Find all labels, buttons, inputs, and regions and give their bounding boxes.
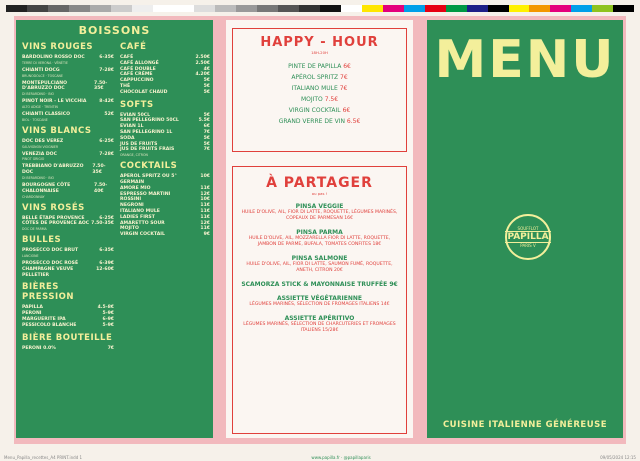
item-description: DOC DE PARMA — [22, 227, 47, 232]
papilla-logo: SOUFFLOT PAPILLA PARIS V — [505, 214, 551, 260]
item-name: SODA — [120, 135, 135, 141]
menu-item — [120, 174, 210, 186]
item-price: 11€ — [200, 208, 210, 214]
item-name: AMARETTO SOUR — [120, 220, 165, 226]
item-price: 5€ — [203, 78, 210, 84]
item-name: CAFÉ CRÈME — [120, 72, 153, 78]
happy-hour-item — [233, 107, 406, 114]
happy-hour-item — [233, 96, 406, 103]
item-description: ORANGE, CITRON — [120, 153, 148, 158]
item-name: CHOCOLAT CHAUD — [120, 89, 168, 95]
item-name: PROSECCO DOC ROSÉ — [22, 260, 79, 266]
item-name: MOJITO — [120, 226, 139, 232]
item-price: 6-39€ — [99, 260, 114, 266]
item-name: BARDOLINO ROSSO DOC — [22, 55, 85, 60]
item-price: 7€ — [203, 129, 210, 135]
item-price: 6-35€ — [99, 248, 114, 254]
item-price: 5€ — [203, 89, 210, 95]
item-name: PAPILLA — [22, 305, 43, 311]
item-price: 11€ — [200, 185, 210, 191]
happy-hour-item — [233, 85, 406, 92]
item-price: 7€ — [203, 147, 210, 153]
item-price: 4.5-8€ — [97, 305, 114, 311]
item-price: 12€ — [200, 191, 210, 197]
cocktails-list — [120, 174, 210, 238]
center-footer: www.papilla.fr · @papillaparis — [311, 454, 371, 460]
item-price: 2.50€ — [195, 55, 210, 60]
item-price: 7.50-35€ — [92, 164, 106, 176]
happy-hour-item — [233, 63, 406, 70]
sharing-list — [233, 203, 406, 334]
item-name: PROSECCO DOC BRUT — [22, 248, 79, 254]
item-name: GRAND VERRE DE VIN — [278, 118, 347, 125]
item-name: MARGUERITE IPA — [22, 316, 66, 322]
item-price: 4.20€ — [195, 72, 210, 78]
item-price: 5.5€ — [198, 118, 210, 124]
coffee-list — [120, 55, 210, 96]
section-title: VINS ROUGES — [22, 42, 94, 52]
section-title: BULLES — [22, 235, 62, 246]
section-title: SOFTS — [120, 99, 154, 110]
sharing-item-description: HUILE D'OLIVE, AIL, MOZZARELLA FIOR DI LATTE, ROQUETTE, JAMBON DE PARME, BUFALA, TOMATES CONFITES 18€ — [248, 236, 391, 247]
item-price: 5€ — [203, 141, 210, 147]
sharing-item-name: ASSIETTE VÉGÉTARIENNE — [277, 295, 362, 302]
item-name: BELLE ÉTAPE PROVENCE — [22, 215, 85, 221]
item-name: PESSICOLO BLANCHE — [22, 322, 77, 328]
item-price: 11€ — [200, 226, 210, 232]
item-price: 7-28€ — [99, 151, 114, 157]
registration-bar — [6, 5, 634, 12]
item-price: 6€ — [343, 63, 351, 70]
bottle-beer-list — [22, 346, 114, 352]
item-price: 5€ — [203, 83, 210, 89]
menu-item — [22, 81, 114, 93]
item-name: JUS DE FRUITS FRAIS — [120, 147, 175, 153]
item-name: VIRGIN COCKTAIL — [288, 107, 343, 114]
print-file-name: Menu_Papilla_recettes_A4 PRINT.indd 1 — [4, 454, 83, 460]
menu-item — [22, 323, 114, 329]
rose-wine-list — [22, 216, 114, 232]
item-name: APEROL SPRITZ OU 5° GERMAIN — [120, 174, 177, 185]
item-description: ALTO ADIGE · TRENTIN — [22, 104, 58, 109]
item-price: 6-9€ — [102, 316, 114, 322]
sharing-item-name: ASSIETTE APÉRITIVO — [284, 315, 355, 322]
sharing-subtitle: ou pas ! — [311, 191, 328, 196]
item-name: JUS DE FRUITS — [120, 141, 158, 147]
item-name: CAFÉ — [120, 55, 134, 60]
happy-hour-subtitle: 18H-20H — [311, 50, 328, 55]
item-name: NEGRONI — [120, 203, 144, 209]
item-price: 11€ — [200, 214, 210, 220]
sharing-item-description: HUILE D'OLIVE, AIL, FIOR DI LATTE, SAUMON FUMÉ, ROQUETTE, ANETH, CITRON 20€ — [246, 262, 393, 273]
happy-hour-box — [232, 28, 407, 152]
item-price: 8-42€ — [99, 99, 114, 105]
item-name: PERONI 0.0% — [22, 345, 56, 351]
item-name: EVIAN 1L — [120, 124, 144, 130]
wine-column — [22, 38, 114, 351]
happy-hour-list — [233, 63, 406, 125]
item-name: CAFÉ DOUBLE — [120, 66, 156, 72]
softs-list — [120, 113, 210, 158]
item-description: PINOT GRIGIO — [22, 157, 45, 162]
item-price: 6-35€ — [99, 55, 114, 60]
item-name: PINOT NOIR - LE VICCHIA — [22, 99, 87, 105]
menu-item — [120, 232, 210, 238]
item-name: EVIAN 50CL — [120, 112, 151, 118]
item-description: SAUVIGNON VIOGNIER — [22, 144, 59, 149]
item-name: ROSSINI — [120, 197, 142, 203]
sharing-title: À PARTAGER — [266, 175, 373, 191]
item-price: 6-25€ — [99, 138, 114, 144]
section-title: BIÈRE BOUTEILLE — [22, 332, 113, 343]
print-date: 09/05/2024 12:15 — [600, 454, 636, 460]
item-name: ITALIANO MULE — [120, 208, 160, 214]
item-price: 6€ — [203, 124, 210, 130]
item-price: 7€ — [339, 85, 348, 92]
sharing-item-name: SCAMORZA STICK & MAYONNAISE TRUFFÉE 9€ — [241, 281, 398, 288]
item-description: DI BERARDINO · BIO — [22, 175, 55, 180]
item-name: THÉ — [120, 83, 131, 89]
item-name: DOC DES VEREZ — [22, 138, 64, 144]
menu-item — [22, 267, 114, 279]
section-title: VINS BLANCS — [22, 125, 92, 136]
item-description: DI BERARDINO · BIO — [22, 92, 55, 97]
tagline: CUISINE ITALIENNE GÉNÉREUSE — [442, 420, 608, 430]
item-name: MONTEPULCIANO D'ABRUZZO DOC — [22, 80, 68, 92]
item-name: SAN PELLEGRINO 50CL — [120, 118, 179, 124]
item-price: 7.50-35€ — [91, 221, 114, 227]
item-name: VENEZIA DOC — [22, 151, 57, 157]
section-title: VINS ROSÉS — [22, 202, 85, 213]
item-price: 7€ — [107, 345, 114, 351]
item-price: 5€ — [203, 112, 210, 118]
item-name: AMORE MIO — [120, 185, 151, 191]
item-description: TERRE DI VERONA · VÉNÉTIE — [22, 60, 68, 65]
menu-item — [22, 164, 114, 176]
item-price: 10€ — [200, 197, 210, 203]
menu-item — [22, 346, 114, 352]
item-price: 6.5€ — [346, 118, 361, 125]
sharing-item-description: LÉGUMES MARINÉS, SÉLECTION DE CHARCUTERIES ET FROMAGES ITALIENS 15/28€ — [243, 322, 396, 333]
section-title: BIÈRES PRESSION — [22, 282, 74, 303]
item-price: 11€ — [200, 203, 210, 209]
draft-beer-list — [22, 305, 114, 328]
item-price: 4€ — [203, 66, 210, 72]
item-name: CHAMPAGNE VEUVE PELLETIER — [22, 266, 74, 278]
sharing-item-description: LÉGUMES MARINÉS, SÉLECTION DE FROMAGES ITALIENS 14€ — [249, 302, 390, 307]
menu-title: MENU — [434, 30, 616, 90]
item-price: 7€ — [340, 74, 348, 81]
cover-panel — [427, 20, 623, 438]
item-name: CAFÉ ALLONGÉ — [120, 60, 159, 66]
item-name: PINTE DE PAPILLA — [288, 63, 344, 70]
item-price: 5-9€ — [102, 322, 114, 328]
menu-item — [120, 90, 210, 96]
item-price: 7.50-35€ — [94, 80, 108, 92]
item-name: BOURGOGNE CÔTE CHALONNAISE — [22, 182, 71, 194]
print-footer — [0, 453, 640, 461]
item-price: 7.50-40€ — [94, 182, 108, 194]
item-price: 6€ — [342, 107, 351, 114]
item-name: MOJITO — [300, 96, 325, 103]
item-name: TREBBIANO D'ABRUZZO DOC — [22, 164, 84, 176]
menu-item — [22, 183, 114, 195]
red-wine-list — [22, 55, 114, 122]
white-wine-list — [22, 139, 114, 199]
sharing-item-description: HUILE D'OLIVE, AIL, FIOR DI LATTE, ROQUETTE, LÉGUMES MARINÉS, COPEAUX DE PARMESAN 16€ — [241, 210, 398, 221]
item-price: 9€ — [203, 232, 210, 238]
item-description: LANCIONE — [22, 253, 39, 258]
sharing-item-name: PINSA SALMONE — [291, 255, 348, 262]
section-title: CAFÉ — [120, 42, 147, 52]
sharing-item-name: PINSA VEGGIE — [295, 203, 344, 210]
section-title: COCKTAILS — [120, 161, 178, 172]
drinks-banner: BOISSONS — [78, 24, 151, 37]
item-name: CÔTES DE PROVENCE AOC — [22, 221, 90, 227]
item-price: 5€ — [203, 135, 210, 141]
bubbles-list — [22, 248, 114, 278]
happy-hour-item — [233, 74, 406, 81]
item-name: CAPPUCCINO — [120, 78, 154, 84]
sharing-box — [232, 166, 407, 434]
specials-panel — [226, 20, 413, 438]
coffee-soft-cocktail-column — [120, 38, 210, 238]
item-price: 52€ — [104, 111, 114, 117]
item-name: ITALIANO MULE — [291, 85, 340, 92]
drinks-panel — [16, 20, 213, 438]
item-name: ESPRESSO MARTINI — [120, 191, 171, 197]
item-description: BRUNODOLCE · TOSCANE — [22, 73, 63, 78]
item-name: VIRGIN COCKTAIL — [120, 232, 165, 238]
item-name: APÉROL SPRITZ — [291, 74, 341, 81]
item-name: PERONI — [22, 311, 42, 317]
item-price: 6-25€ — [99, 215, 114, 221]
item-price: 2.50€ — [195, 60, 210, 66]
item-price: 12€ — [200, 220, 210, 226]
item-price: 7-28€ — [99, 67, 114, 73]
sharing-item-name: PINSA PARMA — [296, 229, 343, 236]
item-price: 12-60€ — [96, 266, 114, 272]
item-name: SAN PELLEGRINO 1L — [120, 129, 173, 135]
item-description: BIOL · TOSCANE — [22, 117, 48, 122]
item-price: 7.5€ — [324, 96, 339, 103]
happy-hour-title: HAPPY - HOUR — [260, 35, 379, 50]
item-description: CHARDONNAY — [22, 194, 45, 199]
item-price: 10€ — [200, 174, 210, 180]
item-name: CHIANTI DOCG — [22, 67, 60, 73]
happy-hour-item — [233, 118, 406, 125]
item-name: LADIES FIRST — [120, 214, 155, 220]
item-price: 5-9€ — [102, 311, 114, 317]
item-name: CHIANTI CLASSICO — [22, 111, 71, 117]
